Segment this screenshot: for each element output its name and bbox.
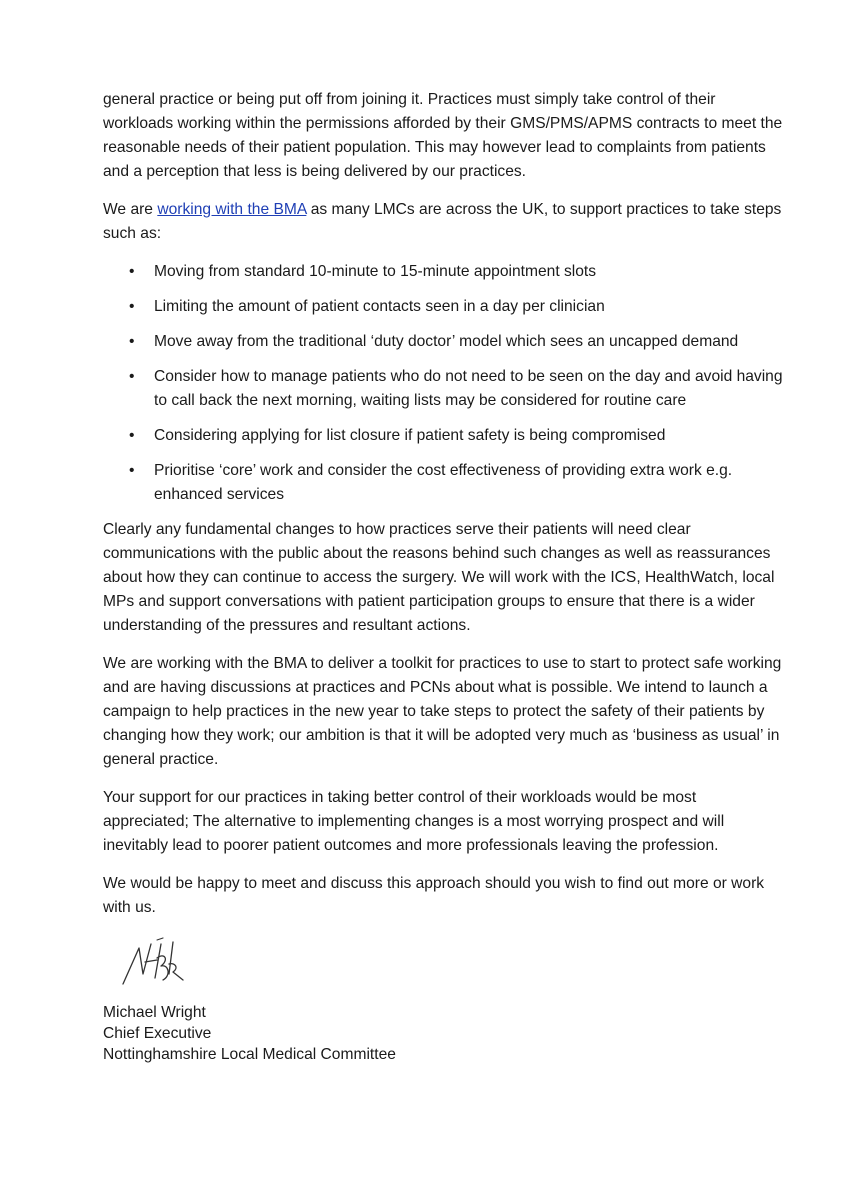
list-item-text: Moving from standard 10-minute to 15-minute appointment slots xyxy=(154,263,597,280)
list-item xyxy=(103,295,783,319)
bullet-icon: • xyxy=(129,368,135,385)
bma-link[interactable]: working with the BMA xyxy=(157,201,307,218)
paragraph-text: as many LMCs are across the UK, to support practices to take steps such as: xyxy=(103,201,782,242)
signatory-name: Michael Wright xyxy=(103,1004,206,1021)
list-item-text: Consider how to manage patients who do not need to be seen on the day and avoid having to call back the next morning, waiting lists may be considered for routine care xyxy=(154,368,783,409)
list-item-text: Considering applying for list closure if patient safety is being compromised xyxy=(154,427,666,444)
signatory-title: Chief Executive xyxy=(103,1025,212,1042)
list-item xyxy=(103,260,783,284)
paragraph-workloads: general practice or being put off from joining it. Practices must simply take control of their workloads working within the permissions afforded by their GMS/PMS/APMS contracts to meet the reasonable needs of their patient population. This may however lead to complaints from patients and a perception that less is being delivered by our practices. xyxy=(103,91,783,180)
paragraph-text: We are xyxy=(103,201,158,218)
bullet-icon: • xyxy=(129,427,135,444)
paragraph-support: Your support for our practices in taking better control of their workloads would be most appreciated; The alternative to implementing changes is a most worrying prospect and will inevitably lead to poorer patient outcomes and more professionals leaving the profession. xyxy=(103,789,725,854)
signatory-organisation: Nottinghamshire Local Medical Committee xyxy=(103,1046,396,1063)
list-item-text: Limiting the amount of patient contacts seen in a day per clinician xyxy=(154,298,605,315)
signature-block xyxy=(103,1002,783,1065)
list-item xyxy=(103,330,783,354)
list-item-text: Prioritise ‘core’ work and consider the cost effectiveness of providing extra work e.g. enhanced services xyxy=(154,462,733,503)
list-item-text: Move away from the traditional ‘duty doctor’ model which sees an uncapped demand xyxy=(154,333,739,350)
list-item xyxy=(103,365,783,413)
letter-page xyxy=(103,88,783,1065)
handwritten-signature-icon xyxy=(117,934,207,994)
bullet-icon: • xyxy=(129,462,135,479)
bullet-icon: • xyxy=(129,333,135,350)
paragraph-toolkit: We are working with the BMA to deliver a toolkit for practices to use to start to protect safe working and are having discussions at practices and PCNs about what is possible. We intend to launch a campaign to help practices in the new year to take steps to protect the safety of their patients by changing how they work; our ambition is that it will be adopted very much as ‘business as usual’ in general practice. xyxy=(103,655,782,768)
list-item xyxy=(103,424,783,448)
paragraph-working-with-bma xyxy=(103,198,783,246)
bullet-icon: • xyxy=(129,263,135,280)
paragraph-closing: We would be happy to meet and discuss this approach should you wish to find out more or work with us. xyxy=(103,875,765,916)
bullet-icon: • xyxy=(129,298,135,315)
list-item xyxy=(103,459,783,507)
paragraph-communications: Clearly any fundamental changes to how practices serve their patients will need clear communications with the public about the reasons behind such changes as well as reassurances about how they can continue to access the surgery. We will work with the ICS, HealthWatch, local MPs and support conversations with patient participation groups to ensure that there is a wider understanding of the pressures and resultant actions. xyxy=(103,521,775,634)
steps-list xyxy=(103,260,783,507)
